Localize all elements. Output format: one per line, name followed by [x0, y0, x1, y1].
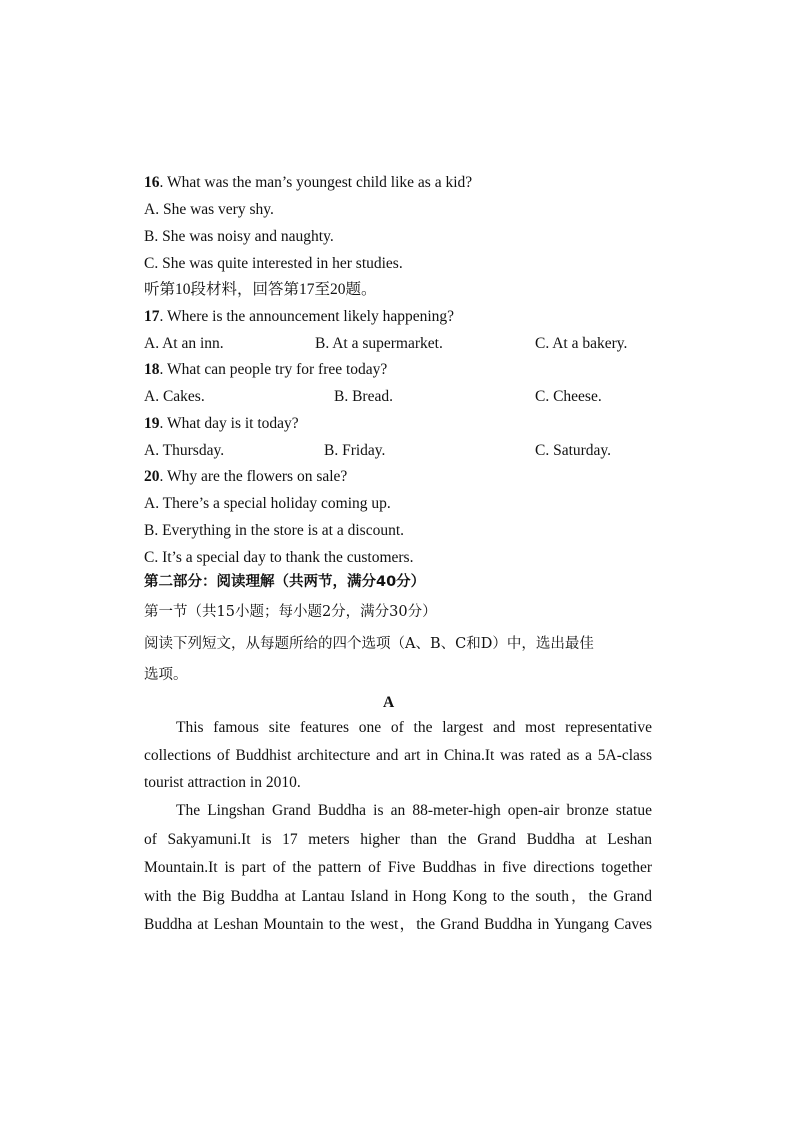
option-a: A. Cakes. — [144, 388, 205, 405]
paragraph-line: with the Big Buddha at Lantau Island in Hong Kong to the south，the Grand — [144, 887, 652, 905]
question-19 — [144, 416, 299, 432]
option-c: C. She was quite interested in her studies. — [144, 255, 403, 272]
paragraph-line: of Sakyamuni.It is 17 meters higher than the Grand Buddha at Leshan — [144, 830, 652, 848]
option-c: C. It’s a special day to thank the customers. — [144, 549, 414, 566]
question-text: . What day is it today? — [159, 415, 299, 432]
option-b: B. Bread. — [334, 388, 393, 405]
question-text: . What can people try for free today? — [159, 361, 388, 378]
section-title: 第一节（共15小题；每小题2分，满分30分） — [144, 604, 437, 620]
paragraph-line: collections of Buddhist architecture and art in China.It was rated as a 5A-class — [144, 746, 652, 764]
paragraph-line: tourist attraction in 2010. — [144, 774, 301, 791]
paragraph-line: The Lingshan Grand Buddha is an 88-meter-high open-air bronze statue — [176, 802, 652, 819]
option-a: A. Thursday. — [144, 442, 225, 459]
question-number: 19 — [144, 415, 160, 432]
part-title: 第二部分：阅读理解（共两节，满分40分） — [144, 574, 426, 590]
question-20 — [144, 469, 347, 485]
paragraph-line: This famous site features one of the largest and most representative — [176, 719, 652, 736]
option-b: B. Everything in the store is at a discount. — [144, 522, 405, 539]
passage-label: A — [383, 694, 395, 711]
question-17 — [144, 309, 454, 325]
passage-paragraph-2 — [144, 797, 652, 940]
option-c: C. Saturday. — [535, 442, 612, 459]
material-instruction: 听第10段材料，回答第17至20题。 — [144, 281, 377, 298]
reading-instruction-cont: 选项。 — [144, 667, 188, 683]
paragraph-line: Buddha at Leshan Mountain to the west，the Grand Buddha in Yungang Caves — [144, 916, 652, 933]
option-a: A. She was very shy. — [144, 201, 274, 218]
question-text: . Why are the flowers on sale? — [159, 468, 348, 485]
question-text: . What was the man’s youngest child like as a kid? — [159, 174, 473, 191]
option-b: B. She was noisy and naughty. — [144, 228, 334, 245]
question-number: 18 — [144, 361, 160, 378]
reading-instruction: 阅读下列短文，从每题所给的四个选项（A、B、C和D）中，选出最佳 — [144, 636, 594, 652]
question-18 — [144, 362, 387, 378]
question-number: 17 — [144, 308, 160, 325]
question-text: . Where is the announcement likely happening? — [159, 308, 455, 325]
option-c: C. At a bakery. — [535, 335, 628, 352]
question-16 — [144, 175, 472, 191]
option-b: B. At a supermarket. — [315, 335, 443, 352]
paragraph-line: Mountain.It is part of the pattern of Five Buddhas in five directions together — [144, 859, 652, 876]
option-c: C. Cheese. — [535, 388, 602, 405]
option-a: A. At an inn. — [144, 335, 224, 352]
passage-paragraph-1 — [144, 714, 652, 797]
option-b: B. Friday. — [324, 442, 386, 459]
question-number: 20 — [144, 468, 160, 485]
option-a: A. There’s a special holiday coming up. — [144, 495, 391, 512]
question-number: 16 — [144, 174, 160, 191]
